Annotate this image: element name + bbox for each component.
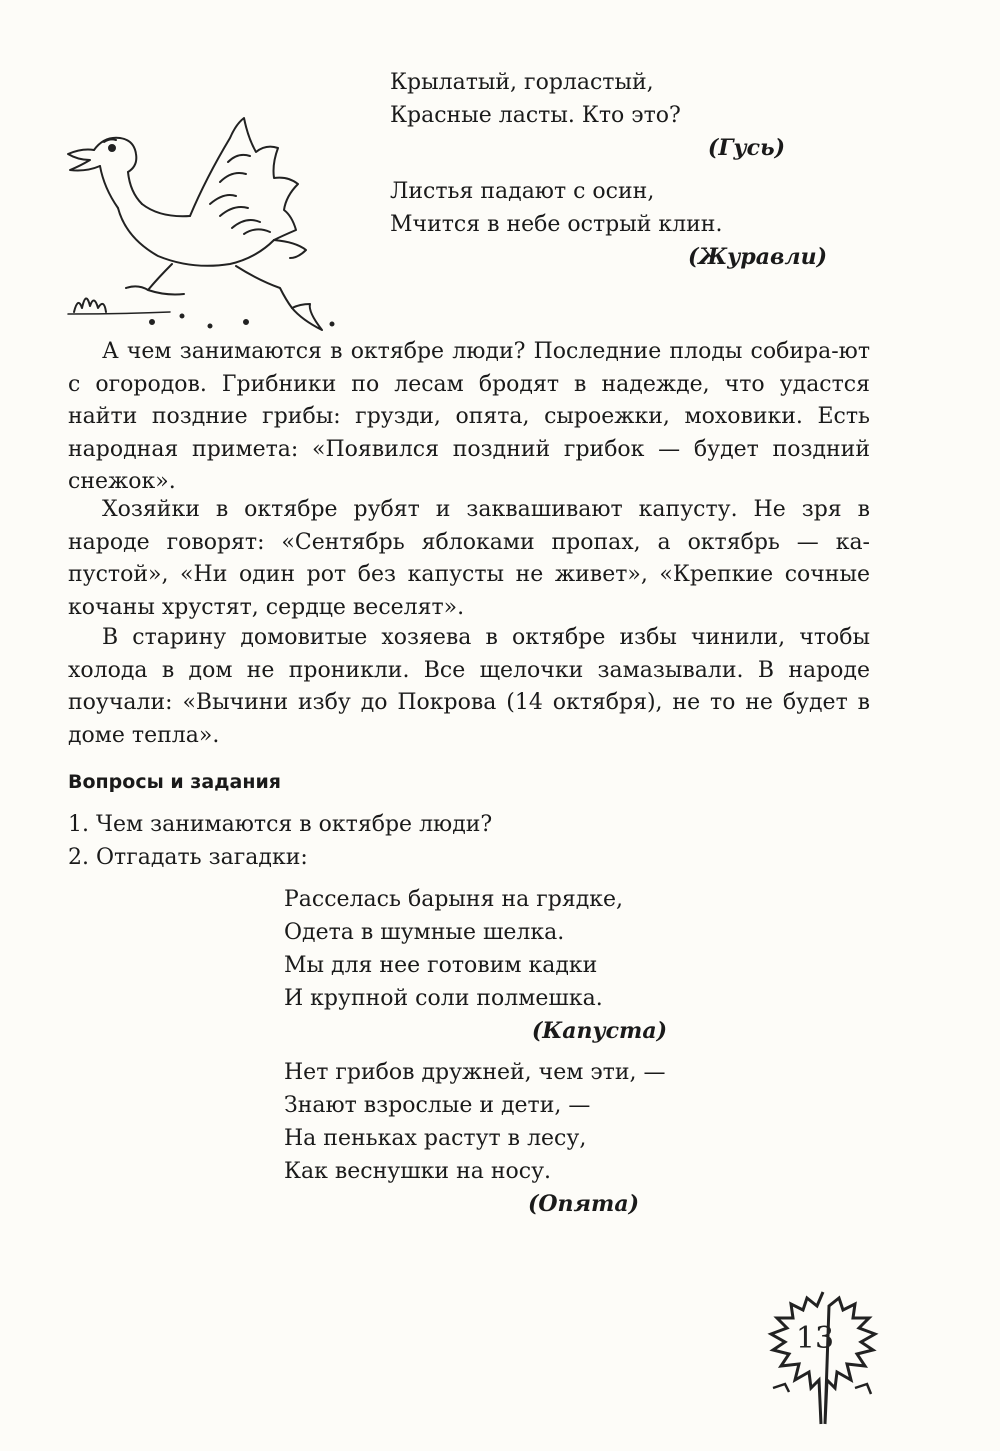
- riddle-line: Нет грибов дружней, чем эти, —: [284, 1060, 666, 1085]
- riddle-line: Одета в шумные шелка.: [284, 920, 565, 945]
- riddle-goose: [390, 66, 785, 165]
- riddle-answer: (Журавли): [687, 244, 827, 270]
- riddle-line: Как веснушки на носу.: [284, 1159, 552, 1184]
- riddle-cabbage: [284, 883, 667, 1048]
- riddle-answer: (Капуста): [531, 1018, 667, 1044]
- riddle-line: Знают взрослые и дети, —: [284, 1093, 591, 1118]
- goose-illustration: [60, 108, 360, 333]
- questions-heading: Вопросы и задания: [68, 771, 281, 793]
- maple-leaf-icon: [765, 1288, 880, 1428]
- riddle-line: Листья падают с осин,: [390, 179, 655, 204]
- question-item: 1. Чем занимаются в октябре люди?: [68, 812, 493, 837]
- riddle-cranes: [390, 175, 827, 274]
- page-number: 13: [795, 1321, 835, 1356]
- riddle-line: Расселась барыня на грядке,: [284, 887, 624, 912]
- paragraph-text: А чем занимаются в октябре люди? Последние плоды собира-ют с огородов. Грибники по лесам бродят в надежде, что удастся найти поздние грибы: грузди, опята, сыроежки, моховики. Есть народная примета: «Появился поздний грибок — будет поздний снежок».: [68, 339, 870, 494]
- riddle-line: На пеньках растут в лесу,: [284, 1126, 587, 1151]
- riddle-line: Мчится в небе острый клин.: [390, 212, 723, 237]
- paragraph: [68, 336, 870, 499]
- paragraph: [68, 494, 870, 624]
- question-item: 2. Отгадать загадки:: [68, 845, 308, 870]
- riddle-answer: (Опята): [527, 1191, 639, 1217]
- riddle-line: Мы для нее готовим кадки: [284, 953, 598, 978]
- riddle-line: Крылатый, горластый,: [390, 70, 654, 95]
- riddle-mushrooms: [284, 1056, 666, 1221]
- paragraph-text: Хозяйки в октябре рубят и заквашивают капусту. Не зря в народе говорят: «Сентябрь яблоками пропах, а октябрь — ка-пустой», «Ни один рот без капусты не живет», «Крепкие сочные кочаны хрустят, сердце веселят».: [68, 497, 870, 620]
- riddle-line: Красные ласты. Кто это?: [390, 103, 681, 128]
- paragraph-text: В старину домовитые хозяева в октябре избы чинили, чтобы холода в дом не проникли. Все щелочки замазывали. В народе поучали: «Вычини избу до Покрова (14 октября), не то не будет в доме тепла».: [68, 625, 870, 748]
- riddle-answer: (Гусь): [707, 135, 785, 161]
- paragraph: [68, 622, 870, 752]
- riddle-line: И крупной соли полмешка.: [284, 986, 603, 1011]
